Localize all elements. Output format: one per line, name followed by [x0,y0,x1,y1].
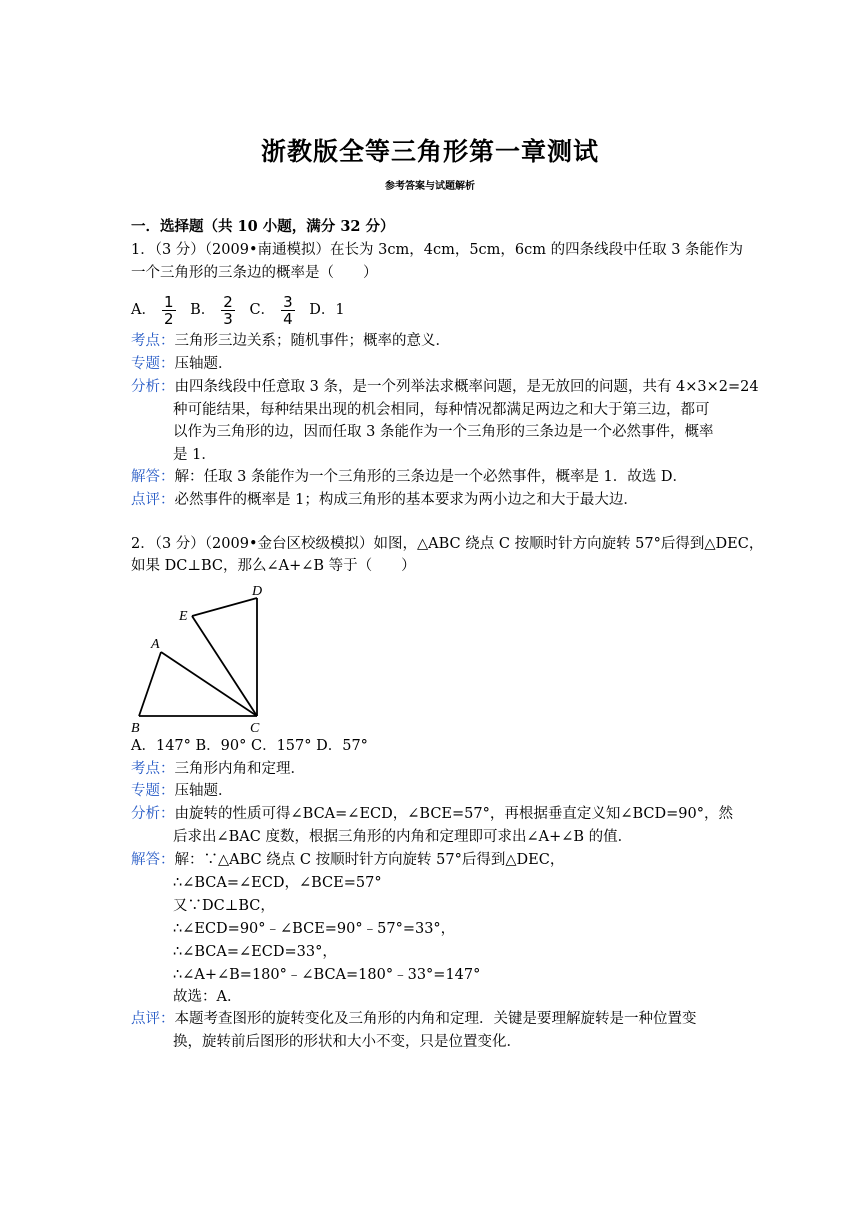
q1-kaodian-text: 三角形三边关系；随机事件；概率的意义． [174,333,450,349]
q1-dianping-text: 必然事件的概率是 1；构成三角形的基本要求为两小边之和大于最大边． [174,492,638,508]
label-kaodian: 考点： [131,333,175,349]
section-heading: 一．选择题（共 10 小题，满分 32 分） [131,218,395,235]
q2-zhuanti-text: 压轴题． [174,783,233,799]
q1-option-b-fraction [221,294,235,327]
q1-zhuanti [131,354,233,374]
q1-fenxi-line-2: 种可能结果，每种结果出现的机会相同，每种情况都满足两边之和大于第三边，都可 [173,402,710,418]
fraction-denominator: 2 [163,309,174,328]
label-jieda: 解答： [131,852,175,868]
q2-jieda-line-3: 又∵DC⊥BC， [173,898,275,914]
q1-fenxi-line-1: 由四条线段中任意取 3 条，是一个列举法求概率问题，是无放回的问题，共有 4×3×2=24 [174,379,759,395]
q1-kaodian [131,331,450,351]
q2-rotation-figure [128,582,268,734]
label-dianping: 点评： [131,492,175,508]
point-label-d: D [252,584,263,599]
q2-zhuanti [131,781,233,801]
segment-de [192,598,257,616]
q2-dianping [131,1009,697,1029]
q2-jieda-line-4: ∴∠ECD=90°﹣∠BCE=90°﹣57°=33°， [173,921,456,937]
q1-fenxi-line-3: 以作为三角形的边，因而任取 3 条能作为一个三角形的三条边是一个必然事件，概率 [173,424,714,440]
point-label-e: E [179,609,188,624]
q2-jieda-line-1: 解：∵△ABC 绕点 C 按顺时针方向旋转 57°后得到△DEC， [174,852,565,868]
q1-option-a-fraction [162,294,176,327]
segment-ec [192,616,257,716]
label-zhuanti: 专题： [131,783,175,799]
q2-fenxi [131,804,733,824]
q2-dianping-line-1: 本题考查图形的旋转变化及三角形的内角和定理．关键是要理解旋转是一种位置变 [174,1011,697,1027]
q1-fenxi [131,377,759,397]
point-label-b: B [131,721,140,734]
q1-option-b-label: B． [190,302,216,318]
label-fenxi: 分析： [131,806,175,822]
q2-fenxi-line-2: 后求出∠BAC 度数，根据三角形的内角和定理即可求出∠A+∠B 的值． [173,829,633,845]
q1-option-a-label: A． [131,302,156,318]
q1-option-d: D．1 [309,302,345,318]
q1-stem-line-2: 一个三角形的三条边的概率是（ ） [131,265,378,281]
segment-ac [161,652,257,716]
label-zhuanti: 专题： [131,356,175,372]
q2-fenxi-line-1: 由旋转的性质可得∠BCA=∠ECD，∠BCE=57°，再根据垂直定义知∠BCD=90°，然 [174,806,733,822]
q2-jieda [131,850,564,870]
q1-jieda-text: 解：任取 3 条能作为一个三角形的三条边是一个必然事件，概率是 1．故选 D． [174,469,688,485]
label-kaodian: 考点： [131,761,175,777]
q2-options: A．147° B．90° C．157° D．57° [131,738,368,754]
label-fenxi: 分析： [131,379,175,395]
q2-stem-line-2: 如果 DC⊥BC，那么∠A+∠B 等于（ ） [131,558,416,574]
q2-kaodian [131,759,305,779]
q2-dianping-line-2: 换，旋转前后图形的形状和大小不变，只是位置变化． [173,1034,521,1050]
point-label-a: A [151,637,160,652]
q1-dianping [131,490,638,510]
segment-ab [139,652,161,716]
q2-kaodian-text: 三角形内角和定理． [174,761,305,777]
q2-jieda-line-5: ∴∠BCA=∠ECD=33°， [173,944,337,960]
fraction-numerator: 3 [283,292,293,311]
q1-stem-line-1: 1．（3 分）（2009•南通模拟）在长为 3cm，4cm，5cm，6cm 的四条线段中任取 3 条能作为 [131,242,744,258]
point-label-c: C [250,721,260,734]
q2-jieda-line-2: ∴∠BCA=∠ECD，∠BCE=57° [173,875,382,891]
q2-stem-line-1: 2．（3 分）（2009•金台区校级模拟）如图，△ABC 绕点 C 按顺时针方向旋转 57°后得到△DEC， [131,536,764,552]
q1-option-c-fraction [281,294,295,327]
label-jieda: 解答： [131,469,175,485]
q2-jieda-line-6: ∴∠A+∠B=180°﹣∠BCA=180°﹣33°=147° [173,967,481,983]
page-subtitle: 参考答案与试题解析 [385,181,475,192]
q1-fenxi-line-4: 是 1． [173,447,216,463]
q2-jieda-line-7: 故选：A． [173,989,242,1005]
fraction-denominator: 4 [283,309,293,328]
label-dianping: 点评： [131,1011,175,1027]
q1-jieda [131,467,687,487]
q1-option-c-label: C． [249,302,276,318]
fraction-numerator: 2 [223,292,233,311]
q1-options [131,292,345,328]
page-title: 浙教版全等三角形第一章测试 [260,137,599,166]
fraction-denominator: 3 [223,309,233,328]
q1-zhuanti-text: 压轴题． [174,356,233,372]
fraction-numerator: 1 [163,292,174,311]
